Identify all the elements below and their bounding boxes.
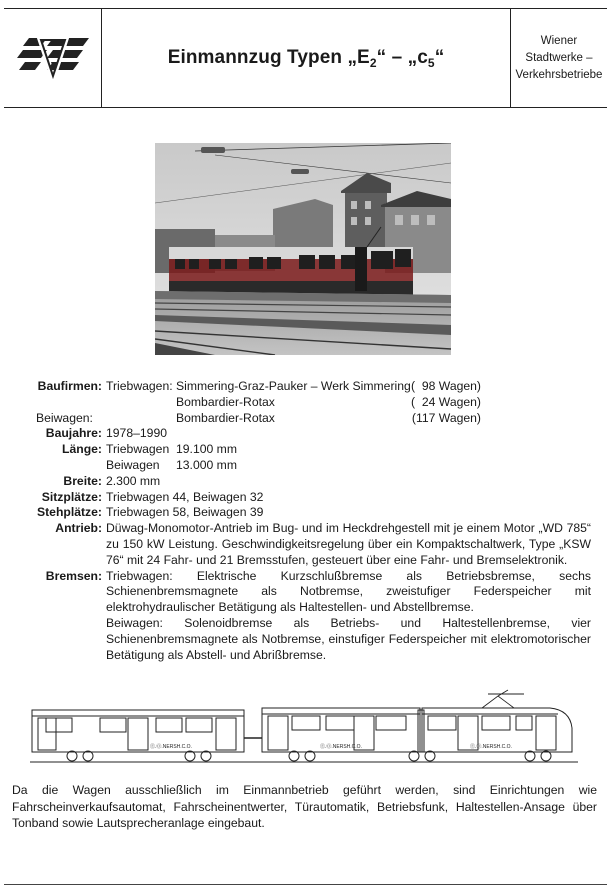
equipment-note: Da die Wagen ausschließlich im Einmannbetrieb geführt werden, sind Einrichtungen wie Fahrscheinverkaufsautomat, Fahrscheinentwerter, Türautomatik, Betriebsfunk, Haltestellen-Ansage über Tonband sowie Lautsprecheranlage eingebaut.: [12, 783, 597, 830]
spec-sitzplaetze: [0, 490, 607, 506]
spec-label: Antrieb:: [55, 521, 102, 536]
car-count: (117 Wagen): [411, 410, 481, 425]
manufacturer: Bombardier-Rotax: [176, 394, 275, 409]
organization-name: [510, 9, 607, 107]
org-line: Wiener: [540, 34, 578, 47]
length-value: 19.100 mm: [176, 442, 237, 457]
spec-bremsen: [0, 569, 607, 664]
bottom-divider: [4, 884, 607, 885]
spec-label: Bremsen:: [45, 568, 102, 583]
page-title: Einmannzug Typen $„E_2“$ – $„c_5“$: [167, 46, 445, 70]
length-value: 13.000 mm: [176, 457, 237, 472]
spec-value: Triebwagen 58, Beiwagen 39: [106, 505, 264, 520]
spec-value: Triebwagen 44, Beiwagen 32: [106, 489, 264, 504]
spec-baujahre: [0, 426, 607, 442]
car-type: Triebwagen:: [106, 379, 173, 393]
tram-side-elevation-drawing: [30, 688, 578, 768]
manufacturer-row: [36, 411, 591, 427]
logo-cell: [4, 9, 102, 107]
car-type: Triebwagen: [106, 442, 170, 457]
manufacturer-row: [106, 379, 591, 395]
manufacturer: Bombardier-Rotax: [176, 410, 275, 425]
car-type: Beiwagen: [106, 457, 160, 472]
manufacturer-row: [106, 395, 591, 411]
spec-value: [106, 379, 591, 411]
spec-label: Stehplätze:: [36, 505, 102, 520]
length-row: [106, 442, 591, 458]
spec-label: Breite:: [63, 473, 102, 488]
length-row: [106, 458, 591, 474]
document-header: [4, 8, 607, 108]
tram-photograph: [155, 143, 451, 355]
org-line: Stadtwerke –: [525, 51, 593, 64]
spec-antrieb: [0, 521, 607, 568]
spec-label: Baujahre:: [45, 426, 102, 441]
org-line: Verkehrsbetriebe: [515, 68, 603, 81]
title-cell: [102, 9, 510, 107]
car-lettering: Ⓔ.Ⓞ.NERSH.C.O.: [150, 744, 192, 750]
spec-value: Düwag-Monomotor-Antrieb im Bug- und im Heckdrehgestell mit je einem Motor „WD 785“ zu 150 kW Leistung. Geschwindigkeitsregelung über ein Kompaktschaltwerk, Type „KSW 76“ mit 24 Fahr- und 21 Bremsstufen, gesteuert über eine Fahr- und Bremselektronik.: [106, 521, 591, 567]
spec-label: Länge:: [62, 442, 102, 457]
spec-label: Sitzplätze:: [41, 489, 102, 504]
spec-baufirmen-beiwagen: [0, 411, 607, 427]
manufacturer: Simmering-Graz-Pauker – Werk Simmering: [176, 379, 411, 393]
spec-baufirmen: [0, 379, 607, 411]
spec-value: [36, 410, 591, 427]
car-type: Beiwagen:: [36, 410, 93, 425]
spec-label: Baufirmen:: [37, 379, 102, 393]
spec-laenge: [0, 442, 607, 474]
car-count: ( 98 Wagen): [411, 379, 481, 393]
wiener-stadtwerke-logo-icon: [17, 32, 89, 84]
car-lettering: Ⓔ.Ⓞ.NERSH.C.O.: [470, 744, 512, 750]
car-count: ( 24 Wagen): [411, 394, 481, 409]
car-lettering: Ⓔ.Ⓞ.NERSH.C.O.: [320, 744, 362, 750]
brake-beiwagen: Beiwagen: Solenoidbremse als Betriebs- und Haltestellenbremse, vier Schienenbremsmagnete als Notbremse, einstufiger Federspeicher mit elektromotorischer Betätigung als Abstell- und Abrißbremse.: [106, 615, 591, 662]
spec-value: 2.300 mm: [106, 473, 161, 488]
spec-value: [106, 569, 591, 664]
technical-specifications: [0, 379, 607, 663]
spec-value: [106, 442, 591, 474]
spec-value: 1978–1990: [106, 426, 168, 441]
brake-triebwagen: Triebwagen: Elektrische Kurzschlußbremse als Betriebsbremse, sechs Schienenbremsmagnete als Notbremse, zweistufiger Federspeicher mit elektrohydraulischer Betätigung als Haltestellen- und Abstellbremse.: [106, 568, 591, 615]
spec-stehplaetze: [0, 505, 607, 521]
car-type: [106, 395, 176, 411]
spec-breite: [0, 474, 607, 490]
